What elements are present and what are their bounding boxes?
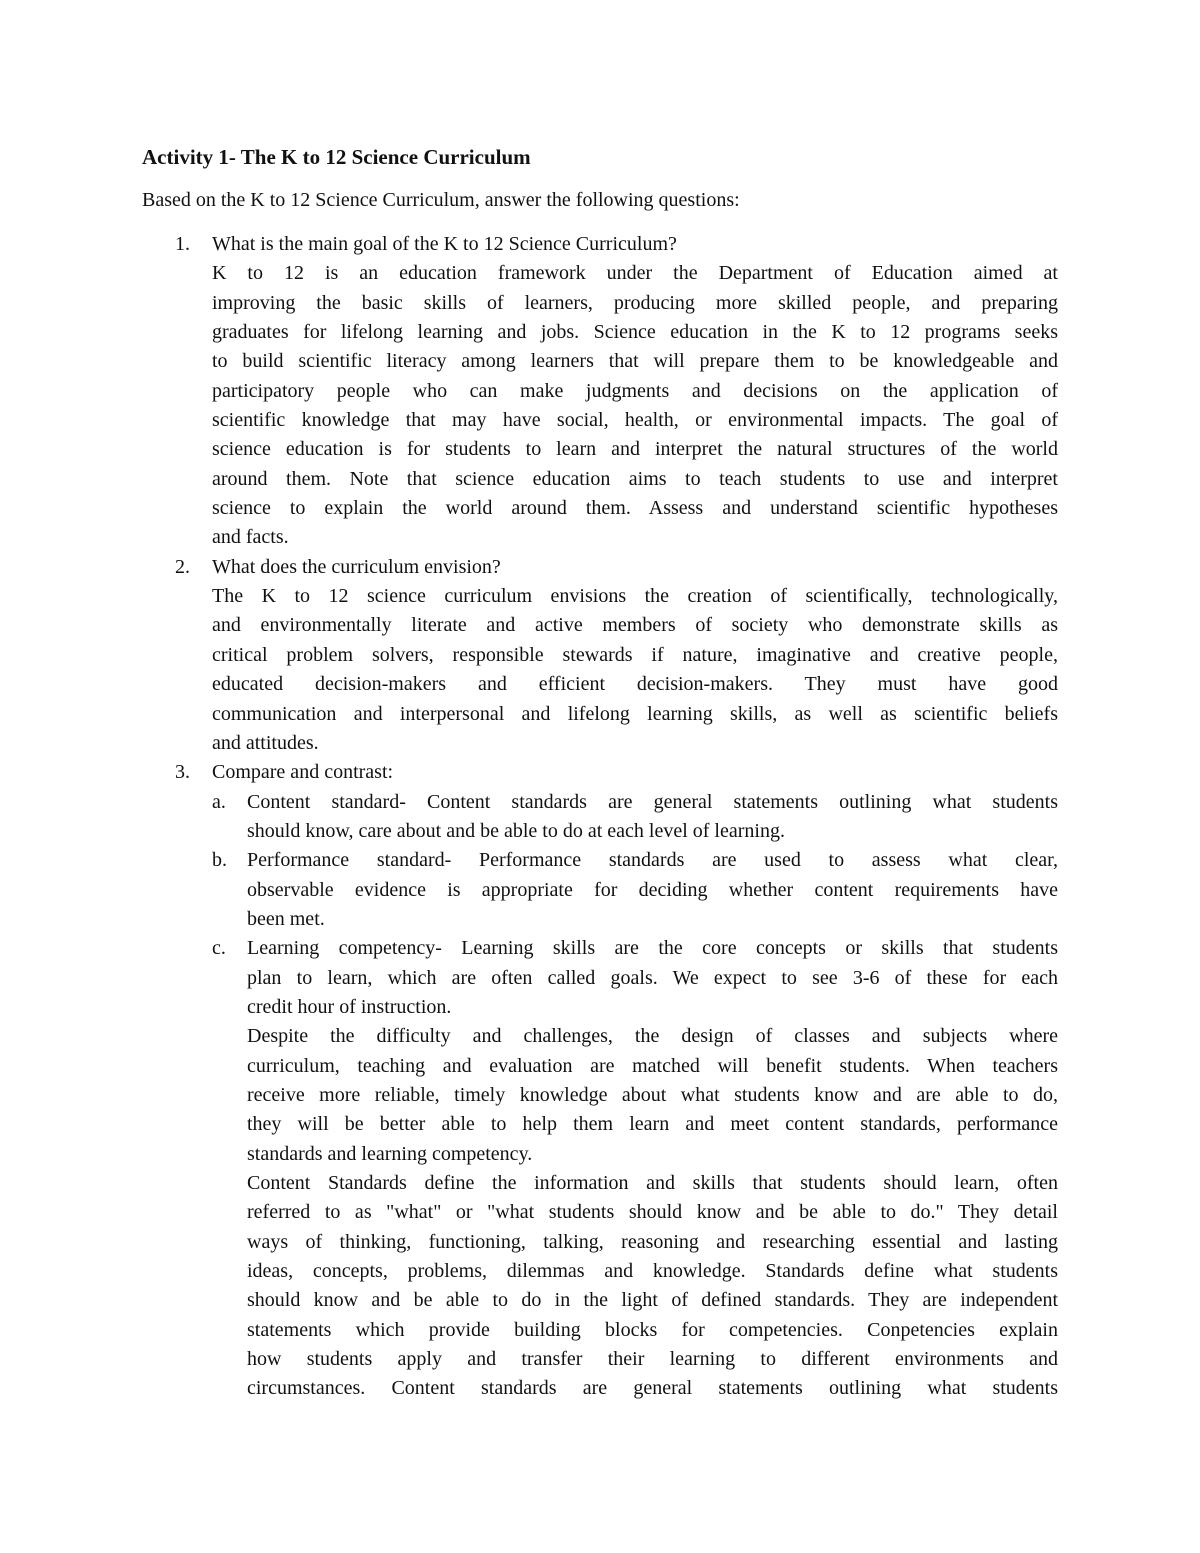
paragraph-line-row	[0, 1316, 1200, 1345]
paragraph-line: curriculum, teaching and evaluation are matched will benefit students. When teachers	[247, 1054, 1058, 1077]
subitem-line: Content standard- Content standards are general statements outlining what students	[247, 790, 1058, 813]
answer-line-row	[0, 729, 1200, 758]
answer-line-row	[0, 377, 1200, 406]
document-title: Activity 1- The K to 12 Science Curriculum	[142, 145, 531, 169]
subitem-line-row	[0, 964, 1200, 993]
question-list	[0, 230, 1200, 1404]
answer-line: graduates for lifelong learning and jobs. Science education in the K to 12 programs seeks	[212, 321, 1058, 344]
paragraph-line-row	[0, 1169, 1200, 1198]
answer-line: and environmentally literate and active members of society who demonstrate skills as	[212, 614, 1058, 637]
paragraph-line: they will be better able to help them learn and meet content standards, performance	[247, 1113, 1058, 1136]
answer-line-row	[0, 289, 1200, 318]
paragraph-line-row	[0, 1022, 1200, 1051]
list-marker: 1.	[175, 233, 190, 255]
paragraph-line: should know and be able to do in the light of defined standards. They are independent	[247, 1289, 1058, 1312]
answer-line: improving the basic skills of learners, producing more skilled people, and preparing	[212, 291, 1058, 314]
list-marker: 3.	[175, 761, 190, 784]
question-text-row	[0, 230, 1200, 259]
paragraph-line-row	[0, 1286, 1200, 1315]
paragraph-line: circumstances. Content standards are general statements outlining what students	[247, 1377, 1058, 1400]
answer-line-row	[0, 318, 1200, 347]
answer-line: critical problem solvers, responsible stewards if nature, imaginative and creative people,	[212, 643, 1058, 666]
paragraph-line: referred to as "what" or "what students should know and be able to do." They detail	[247, 1201, 1058, 1224]
paragraph-line: how students apply and transfer their learning to different environments and	[247, 1348, 1058, 1371]
answer-line: educated decision-makers and efficient decision-makers. They must have good	[212, 673, 1058, 696]
question-text-row	[0, 758, 1200, 787]
answer-line-row	[0, 700, 1200, 729]
paragraph-line-row	[0, 1345, 1200, 1374]
paragraph-line-row	[0, 1257, 1200, 1286]
answer-line-row	[0, 465, 1200, 494]
list-marker: c.	[212, 937, 226, 960]
answer-line-row	[0, 582, 1200, 611]
answer-line: participatory people who can make judgments and decisions on the application of	[212, 379, 1058, 402]
subitem-line: observable evidence is appropriate for deciding whether content requirements have	[247, 878, 1058, 901]
question-text: What is the main goal of the K to 12 Science Curriculum?	[212, 233, 677, 255]
answer-line-row	[0, 435, 1200, 464]
answer-line: scientific knowledge that may have social, health, or environmental impacts. The goal of	[212, 409, 1058, 432]
answer-line: to build scientific literacy among learners that will prepare them to be knowledgeable and	[212, 350, 1058, 373]
subitem-line: should know, care about and be able to do at each level of learning.	[247, 819, 785, 842]
paragraph-line: ways of thinking, functioning, talking, reasoning and researching essential and lasting	[247, 1230, 1058, 1253]
subitem-line-row	[0, 905, 1200, 934]
subitem-line-row	[0, 934, 1200, 963]
paragraph-line: ideas, concepts, problems, dilemmas and knowledge. Standards define what students	[247, 1260, 1058, 1283]
answer-line-row	[0, 347, 1200, 376]
answer-line: around them. Note that science education aims to teach students to use and interpret	[212, 467, 1058, 490]
subitem-line-row	[0, 876, 1200, 905]
subitem-line-row	[0, 817, 1200, 846]
subitem-line: Performance standard- Performance standards are used to assess what clear,	[247, 849, 1058, 872]
subitem-line-row	[0, 788, 1200, 817]
question-text: What does the curriculum envision?	[212, 555, 501, 578]
answer-line-row	[0, 406, 1200, 435]
paragraph-line-row	[0, 1198, 1200, 1227]
paragraph-line-row	[0, 1052, 1200, 1081]
paragraph-line: Despite the difficulty and challenges, the design of classes and subjects where	[247, 1025, 1058, 1048]
list-marker: a.	[212, 790, 226, 813]
subitem-line: credit hour of instruction.	[247, 995, 452, 1018]
paragraph-line-row	[0, 1140, 1200, 1169]
list-marker: 2.	[175, 555, 190, 578]
paragraph-line-row	[0, 1374, 1200, 1403]
answer-line: communication and interpersonal and lifelong learning skills, as well as scientific beliefs	[212, 702, 1058, 725]
subitem-line: plan to learn, which are often called goals. We expect to see 3-6 of these for each	[247, 966, 1058, 989]
answer-line: and attitudes.	[212, 731, 319, 754]
subitem-line-row	[0, 993, 1200, 1022]
answer-line-row	[0, 494, 1200, 523]
subitem-line: been met.	[247, 907, 325, 930]
answer-line: K to 12 is an education framework under the Department of Education aimed at	[212, 262, 1058, 285]
answer-line: and facts.	[212, 526, 289, 549]
answer-line-row	[0, 259, 1200, 288]
list-marker: b.	[212, 849, 227, 872]
subitem-line: Learning competency- Learning skills are the core concepts or skills that students	[247, 937, 1058, 960]
answer-line-row	[0, 670, 1200, 699]
paragraph-line-row	[0, 1110, 1200, 1139]
subitem-line-row	[0, 846, 1200, 875]
question-text-row	[0, 553, 1200, 582]
answer-line-row	[0, 641, 1200, 670]
question-text: Compare and contrast:	[212, 761, 394, 784]
answer-line-row	[0, 523, 1200, 552]
answer-line: science to explain the world around them. Assess and understand scientific hypotheses	[212, 497, 1058, 520]
answer-line: The K to 12 science curriculum envisions the creation of scientifically, technologically,	[212, 585, 1058, 608]
paragraph-line-row	[0, 1081, 1200, 1110]
paragraph-line: receive more reliable, timely knowledge about what students know and are able to do,	[247, 1083, 1058, 1106]
paragraph-line: statements which provide building blocks for competencies. Conpetencies explain	[247, 1318, 1058, 1341]
answer-line-row	[0, 611, 1200, 640]
paragraph-line: standards and learning competency.	[247, 1142, 533, 1165]
answer-line: science education is for students to learn and interpret the natural structures of the world	[212, 438, 1058, 461]
paragraph-line: Content Standards define the information and skills that students should learn, often	[247, 1172, 1058, 1194]
intro-text: Based on the K to 12 Science Curriculum, answer the following questions:	[142, 189, 740, 211]
paragraph-line-row	[0, 1228, 1200, 1257]
